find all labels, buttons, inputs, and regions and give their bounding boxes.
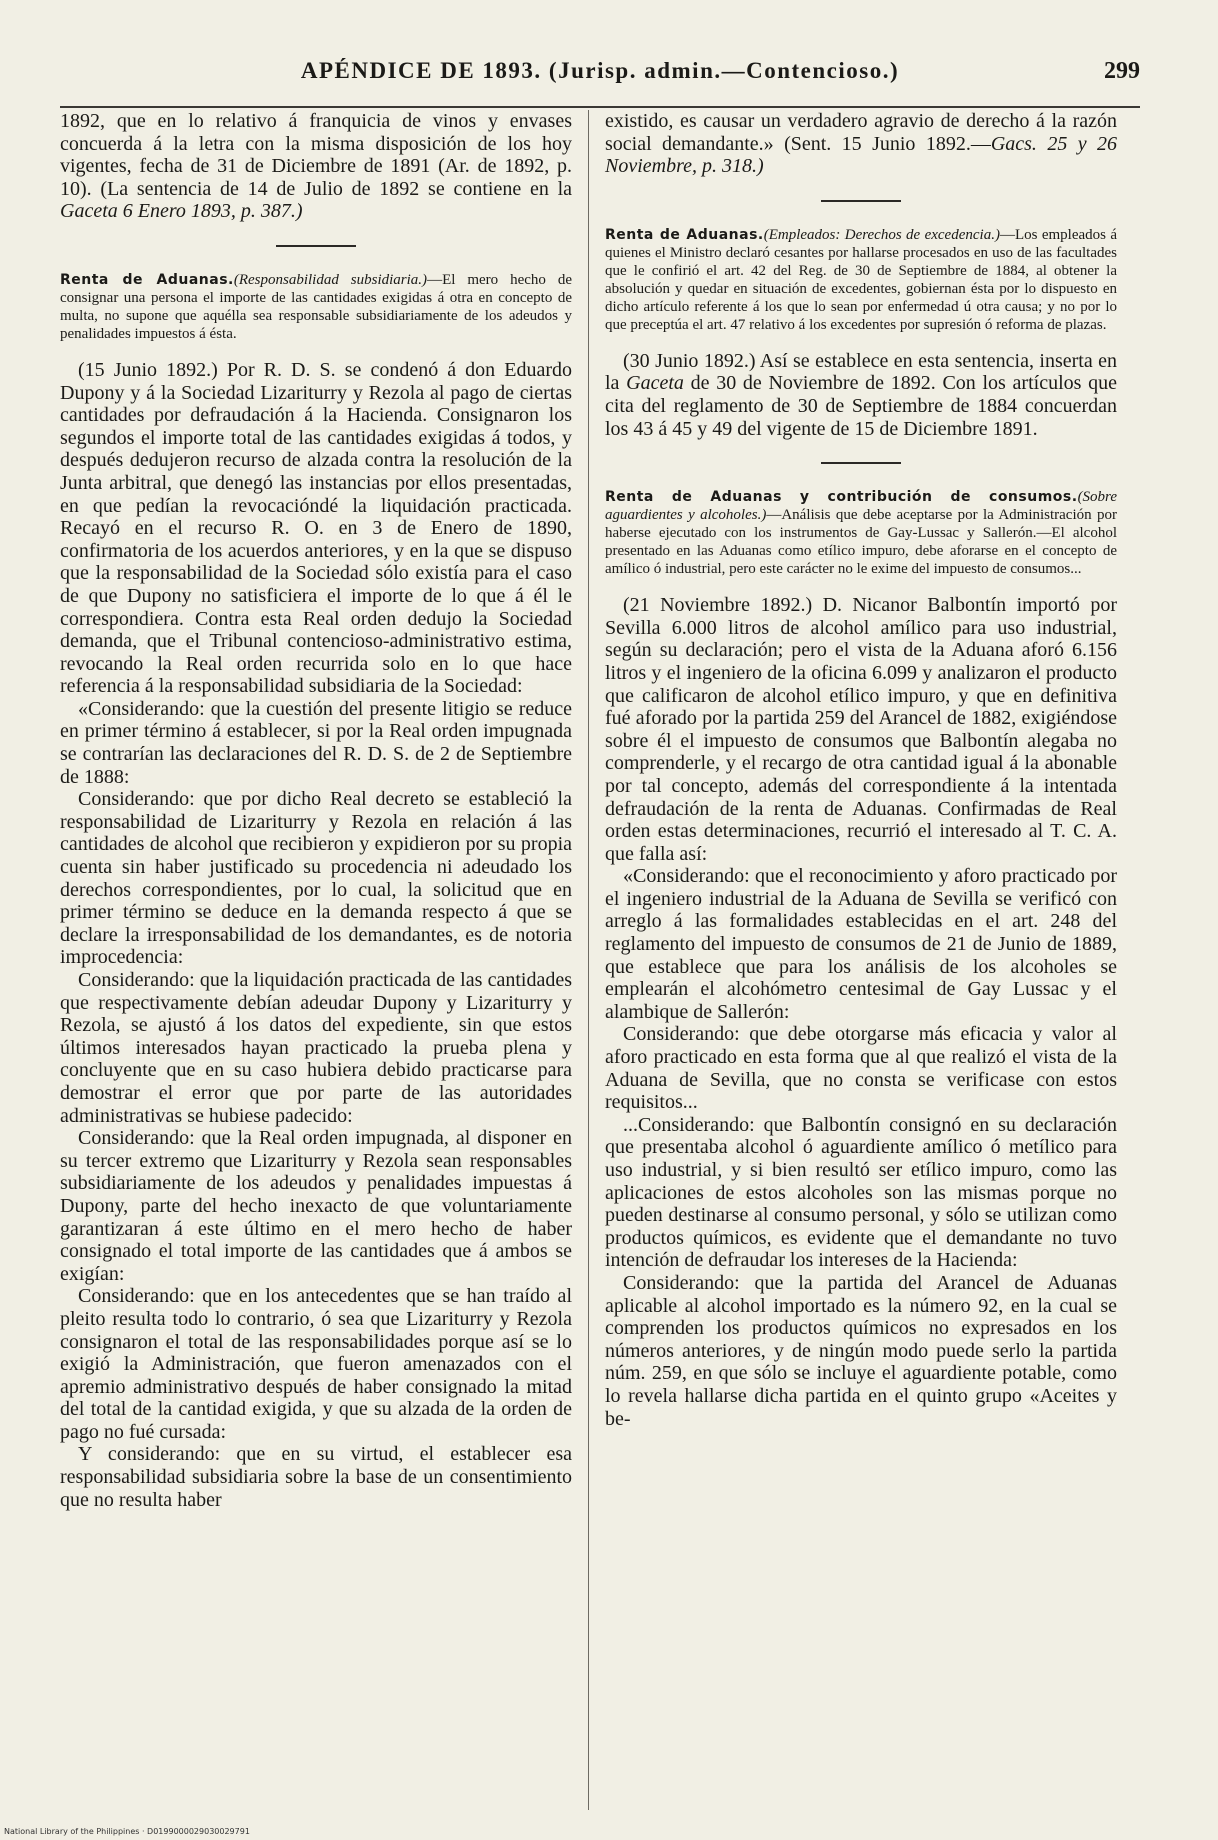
- section-summary-consumos: [605, 488, 1117, 578]
- scan-credit: National Library of the Philippines · D0199000029030029791: [4, 1827, 250, 1836]
- left-gazette-citation: Gaceta 6 Enero 1893, p. 387.): [60, 200, 303, 223]
- body-paragraph: ...Considerando: que Balbontín consignó en su declaración que presentaba alcohol ó aguardiente amílico ó metílico para uso industrial, y si bien resultó ser etílico impuro, como las aplicaciones de estos alcoholes son las mismas porque no pueden destinarse al consumo personal, y sólo se utilizan como productos químicos, es evidente que el demandante no tuvo intención de defraudar los intereses de la Hacienda:: [605, 1113, 1117, 1272]
- section-summary-text: —Análisis que debe aceptarse por la Administración por haberse ejecutado con los instrumentos de Gay-Lussac y Sallerón.—El alcohol presentado en las Aduanas como etílico impuro, debe aforarse en el concepto de amílico ó industrial, pero este carácter no le exime del impuesto de consumos...: [605, 507, 1117, 578]
- body-paragraph: (21 Noviembre 1892.) D. Nicanor Balbontín importó por Sevilla 6.000 litros de alcohol amílico para uso industrial, según su declaración; pero el vista de la Aduana aforó 6.156 litros y el ingeniero de la oficina 6.099 y analizaron el producto que calificaron de alcohol etílico impuro, y que en definitiva fué aforado por la partida 259 del Arancel de 1882, exigiéndose sobre él el impuesto de consumos que Balbontín alegaba no comprenderle, y el recargo de otra cantidad igual á la abonable por tal concepto, además del correspondiente á la intentada defraudación de la renta de Aduanas. Confirmadas de Real orden estas determinaciones, recurrió el interesado al T. C. A. que falla así:: [605, 594, 1117, 865]
- body-paragraph: «Considerando: que la cuestión del presente litigio se reduce en primer término á establecer, si por la Real orden impugnada se contrarían las declaraciones del R. D. S. de 2 de Septiembre de 1888:: [60, 697, 572, 788]
- body-paragraph: Considerando: que la partida del Arancel de Aduanas aplicable al alcohol importado es la número 92, en la cual se comprenden los productos químicos no expresados en los números anteriores, y de ningún modo puede serlo la partida núm. 259, en que sólo se incluye el aguardiente potable, como lo revela hallarse dicha partida en el quinto grupo «Aceites y be-: [605, 1271, 1117, 1430]
- section-summary-text: —El mero hecho de consignar una persona el importe de las cantidades exigidas á otra en concepto de multa, no supone que aquélla sea responsable subsidiariamente de los adeudos y penalidades impuestos á ésta.: [60, 271, 572, 342]
- body-paragraph: «Considerando: que el reconocimiento y aforo practicado por el ingeniero industrial de la Aduana de Sevilla se verificó con arreglo á las formalidades establecidas en el art. 248 del reglamento del impuesto de consumos de 21 de Junio de 1889, que establece que para los análisis de los alcoholes se emplearán el alcohómetro centesimal de Gay Lussac y el alambique de Sallerón:: [605, 865, 1117, 1023]
- left-continuation-paragraph: [60, 110, 572, 223]
- section-topic: (Empleados: Derechos de excedencia.): [763, 226, 1000, 243]
- body-paragraph: Y considerando: que en su virtud, el establecer esa responsabilidad subsidiaria sobre la base de un consentimiento que no resulta haber: [60, 1443, 572, 1511]
- page-header: [60, 58, 1140, 92]
- column-divider: [588, 110, 589, 1810]
- body-paragraph: Considerando: que por dicho Real decreto se estableció la responsabilidad de Lizariturry y Rezola en relación á las cantidades de alcohol que recibieron y expidieron por su propia cuenta sin haber justificado su procedencia ni adeudado los derechos correspondientes, por lo cual, la solicitud que en primer término se deduce en la demanda respecto á que se declare la irresponsabilidad de los demandantes, es de notoria improcedencia:: [60, 788, 572, 969]
- section-heading: Renta de Aduanas.: [605, 226, 764, 243]
- section-topic: (Sobre aguardientes y alcoholes.): [605, 489, 1117, 524]
- section-summary-excedencia: [605, 226, 1117, 334]
- left-column: [60, 110, 572, 1511]
- right-column: [605, 110, 1117, 1430]
- section-rule: [276, 245, 356, 247]
- section-rule: [821, 200, 901, 202]
- body-paragraph: Considerando: que la Real orden impugnada, al disponer en su tercer extremo que Lizariturry y Rezola sean responsables subsidiariamente de los adeudos y penalidades impuestas á Dupony, parte del hecho inexacto de que voluntariamente garantizaran á este último en el mero hecho de haber consignado el total importe de las cantidades que á ambos se exigían:: [60, 1127, 572, 1285]
- page-number: 299: [1104, 58, 1140, 84]
- right-continuation-text: existido, es causar un verdadero agravio de derecho á la razón social demandante.» (Sent. 15 Junio 1892.—: [605, 110, 1117, 155]
- body-paragraph: Considerando: que la liquidación practicada de las cantidades que respectivamente debían adeudar Dupony y Lizariturry y Rezola, se ajustó á los datos del expediente, sin que estos últimos interesados hayan practicado la prueba plena y concluyente que en su caso hubiera debido practicarse para demostrar el error que por parte de las autoridades administrativas se hubiese padecido:: [60, 969, 572, 1127]
- body-paragraph: Considerando: que debe otorgarse más eficacia y valor al aforo practicado en esta forma que al que realizó el vista de la Aduana de Sevilla, que no consta se verificase con estos requisitos...: [605, 1023, 1117, 1114]
- body-paragraph: (15 Junio 1892.) Por R. D. S. se condenó á don Eduardo Dupony y á la Sociedad Lizariturry y Rezola al pago de ciertas cantidades por defraudación á la Hacienda. Consignaron los segundos el importe total de las cantidades exigidas á todos, y después dedujeron recurso de alzada contra la resolución de la Junta arbitral, que denegó las instancias por ellos presentadas, en que pedían la revocacióndé la liquidación practicada. Recayó en el recurso R. O. en 3 de Enero de 1890, confirmatoria de los acuerdos anteriores, y en la que se dispuso que la responsabilidad de la Sociedad sólo existía para el caso de que Dupony no satisficiera el importe de lo que á él le correspondiera. Contra esta Real orden dedujo la Sociedad demanda, que el Tribunal contencioso-administrativo estima, revocando la Real orden recurrida solo en lo que hace referencia á la responsabilidad subsidiaria de la Sociedad:: [60, 358, 572, 698]
- gazette-name: Gaceta: [626, 372, 684, 395]
- header-rule: [60, 106, 1140, 108]
- running-head: APÉNDICE DE 1893. (Jurisp. admin.—Contencioso.): [300, 58, 900, 83]
- right-continuation-paragraph: [605, 110, 1117, 178]
- body-paragraph: [605, 350, 1117, 440]
- body-paragraph: Considerando: que en los antecedentes que se han traído al pleito resulta todo lo contrario, ó sea que Lizariturry y Rezola consignaron el total de las responsabilidades porque así se lo exigió la Administración, que fueron amenazados con el apremio administrativo después de haber consignado la mitad del total de la cantidad exigida, y que su alzada de la orden de pago no fué cursada:: [60, 1285, 572, 1443]
- section-heading: Renta de Aduanas.: [60, 271, 234, 288]
- body-text: de 30 de Noviembre de 1892. Con los artículos que cita del reglamento de 30 de Septiembre de 1884 concuerdan los 43 á 45 y 49 del vigente de 15 de Diciembre 1891.: [605, 372, 1117, 440]
- section-summary-responsabilidad: [60, 271, 572, 343]
- section-topic: (Responsabilidad subsidiaria.): [233, 271, 428, 288]
- section-rule: [821, 462, 901, 464]
- left-continuation-text: 1892, que en lo relativo á franquicia de vinos y envases concuerda á la letra con la misma disposición de los hoy vigentes, fecha de 31 de Diciembre de 1891 (Ar. de 1892, p. 10). (La sentencia de 14 de Julio de 1892 se contiene en la: [60, 110, 572, 200]
- section-heading: Renta de Aduanas y contribución de consumos.: [605, 489, 1078, 506]
- section-summary-text: —Los empleados á quienes el Ministro declaró cesantes por hallarse procesados en uso de las facultades que le confirió el art. 42 del Reg. de 30 de Septiembre de 1884, al obtener la absolución y quedar en situación de excedentes, gobiernan ésta por lo dispuesto en dicho artículo referente á los que lo sean por enfermedad ú otra causa; y no por lo que preceptúa el art. 47 relativo á los excedentes por supresión ó reforma de plazas.: [605, 226, 1118, 333]
- right-gazette-citation: Gacs. 25 y 26 Noviembre, p. 318.): [605, 132, 1118, 178]
- body-text: (30 Junio 1892.) Así se establece en esta sentencia, inserta en la: [605, 349, 1117, 395]
